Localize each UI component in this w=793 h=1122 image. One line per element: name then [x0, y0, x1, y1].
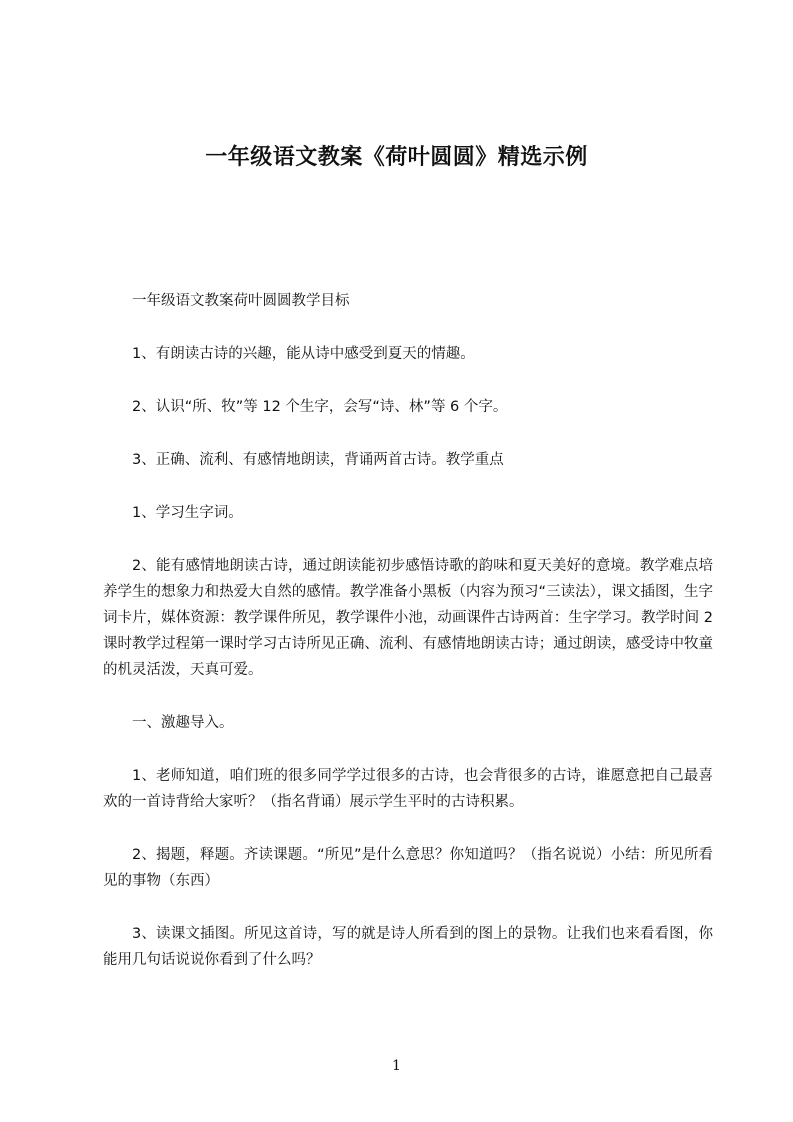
document-title: 一年级语文教案《荷叶圆圆》精选示例	[205, 145, 588, 170]
paragraph-section-intro: 一、激趣导入。	[132, 715, 234, 731]
paragraph-objective-1: 1、有朗读古诗的兴趣，能从诗中感受到夏天的情趣。	[132, 346, 475, 362]
paragraph-objective-2: 2、认识“所、牧”等 12 个生字，会写“诗、林”等 6 个字。	[132, 399, 508, 415]
paragraph-objectives-heading: 一年级语文教案荷叶圆圆教学目标	[132, 293, 350, 309]
paragraph-intro-step-1: 1、老师知道，咱们班的很多同学学过很多的古诗，也会背很多的古诗，谁愿意把自己最喜欢的一首诗背给大家听？（指名背诵）展示学生平时的古诗积累。	[103, 768, 713, 810]
document-body	[103, 288, 713, 1000]
paragraph-key-point-1: 1、学习生字词。	[132, 505, 243, 521]
paragraph-intro-step-2: 2、揭题，释题。齐读课题。“所见”是什么意思？你知道吗？（指名说说）小结：所见所看见的事物（东西）	[103, 847, 713, 889]
paragraph-key-point-2: 2、能有感情地朗读古诗，通过朗读能初步感悟诗歌的韵味和夏天美好的意境。教学难点培养学生的想象力和热爱大自然的感情。教学准备小黑板（内容为预习“三读法），课文插图，生字词卡片，媒体资源：教学课件所见，教学课件小池，动画课件古诗两首：生字学习。教学时间 2 课时教学过程第一课时学习古诗所见正确、流利、有感情地朗读古诗；通过朗读，感受诗中牧童的机灵活泼，天真可爱。	[103, 558, 713, 678]
paragraph-objective-3: 3、正确、流利、有感情地朗读，背诵两首古诗。教学重点	[132, 452, 504, 468]
paragraph-intro-step-3: 3、读课文插图。所见这首诗，写的就是诗人所看到的图上的景物。让我们也来看看图，你能用几句话说说你看到了什么吗？	[103, 926, 713, 968]
page-number: 1	[392, 1058, 401, 1074]
